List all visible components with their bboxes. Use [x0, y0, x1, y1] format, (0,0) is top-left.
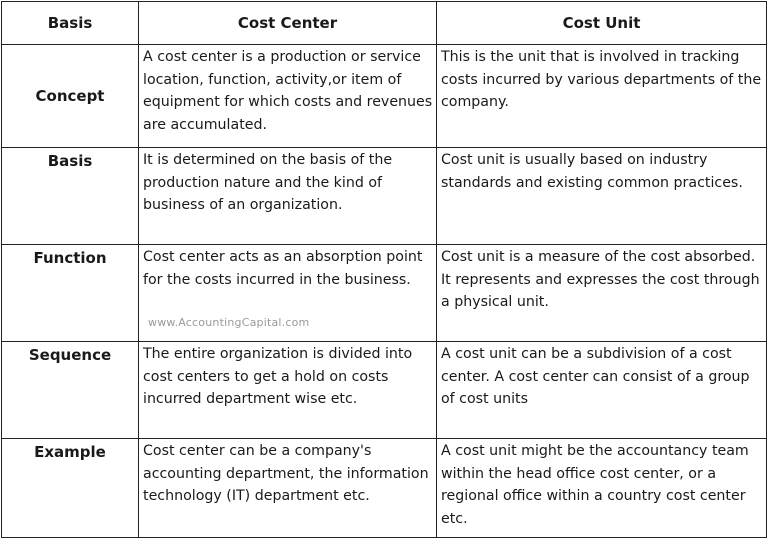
- row-basis-label: Example: [2, 439, 139, 538]
- table-row: [2, 342, 767, 439]
- row-basis-label: Concept: [2, 45, 139, 148]
- cost-center-cell: Cost center can be a company's accounting department, the information technology (IT) department etc.: [139, 439, 437, 538]
- row-basis-label: Sequence: [2, 342, 139, 439]
- table-row: [2, 245, 767, 342]
- row-basis-label: Function: [2, 245, 139, 342]
- cost-unit-cell: A cost unit might be the accountancy team within the head office cost center, or a regional office within a country cost center etc.: [437, 439, 767, 538]
- header-cost-center: Cost Center: [139, 2, 437, 45]
- header-basis: Basis: [2, 2, 139, 45]
- row-basis-label: Basis: [2, 148, 139, 245]
- comparison-table: [1, 1, 767, 538]
- cost-center-cell: Cost center acts as an absorption point for the costs incurred in the business.: [139, 245, 437, 342]
- cost-unit-cell: This is the unit that is involved in tracking costs incurred by various departments of the company.: [437, 45, 767, 148]
- header-row: [2, 2, 767, 45]
- cost-center-cell: A cost center is a production or service location, function, activity,or item of equipment for which costs and revenues are accumulated.: [139, 45, 437, 148]
- header-cost-unit: Cost Unit: [437, 2, 767, 45]
- table-row: [2, 45, 767, 148]
- table-row: [2, 439, 767, 538]
- watermark-text: www.AccountingCapital.com: [148, 316, 310, 329]
- cost-unit-cell: Cost unit is usually based on industry standards and existing common practices.: [437, 148, 767, 245]
- table-row: [2, 148, 767, 245]
- cost-unit-cell: Cost unit is a measure of the cost absorbed. It represents and expresses the cost through a physical unit.: [437, 245, 767, 342]
- cost-center-cell: It is determined on the basis of the production nature and the kind of business of an organization.: [139, 148, 437, 245]
- cost-unit-cell: A cost unit can be a subdivision of a cost center. A cost center can consist of a group of cost units: [437, 342, 767, 439]
- cost-center-cell: The entire organization is divided into cost centers to get a hold on costs incurred department wise etc.: [139, 342, 437, 439]
